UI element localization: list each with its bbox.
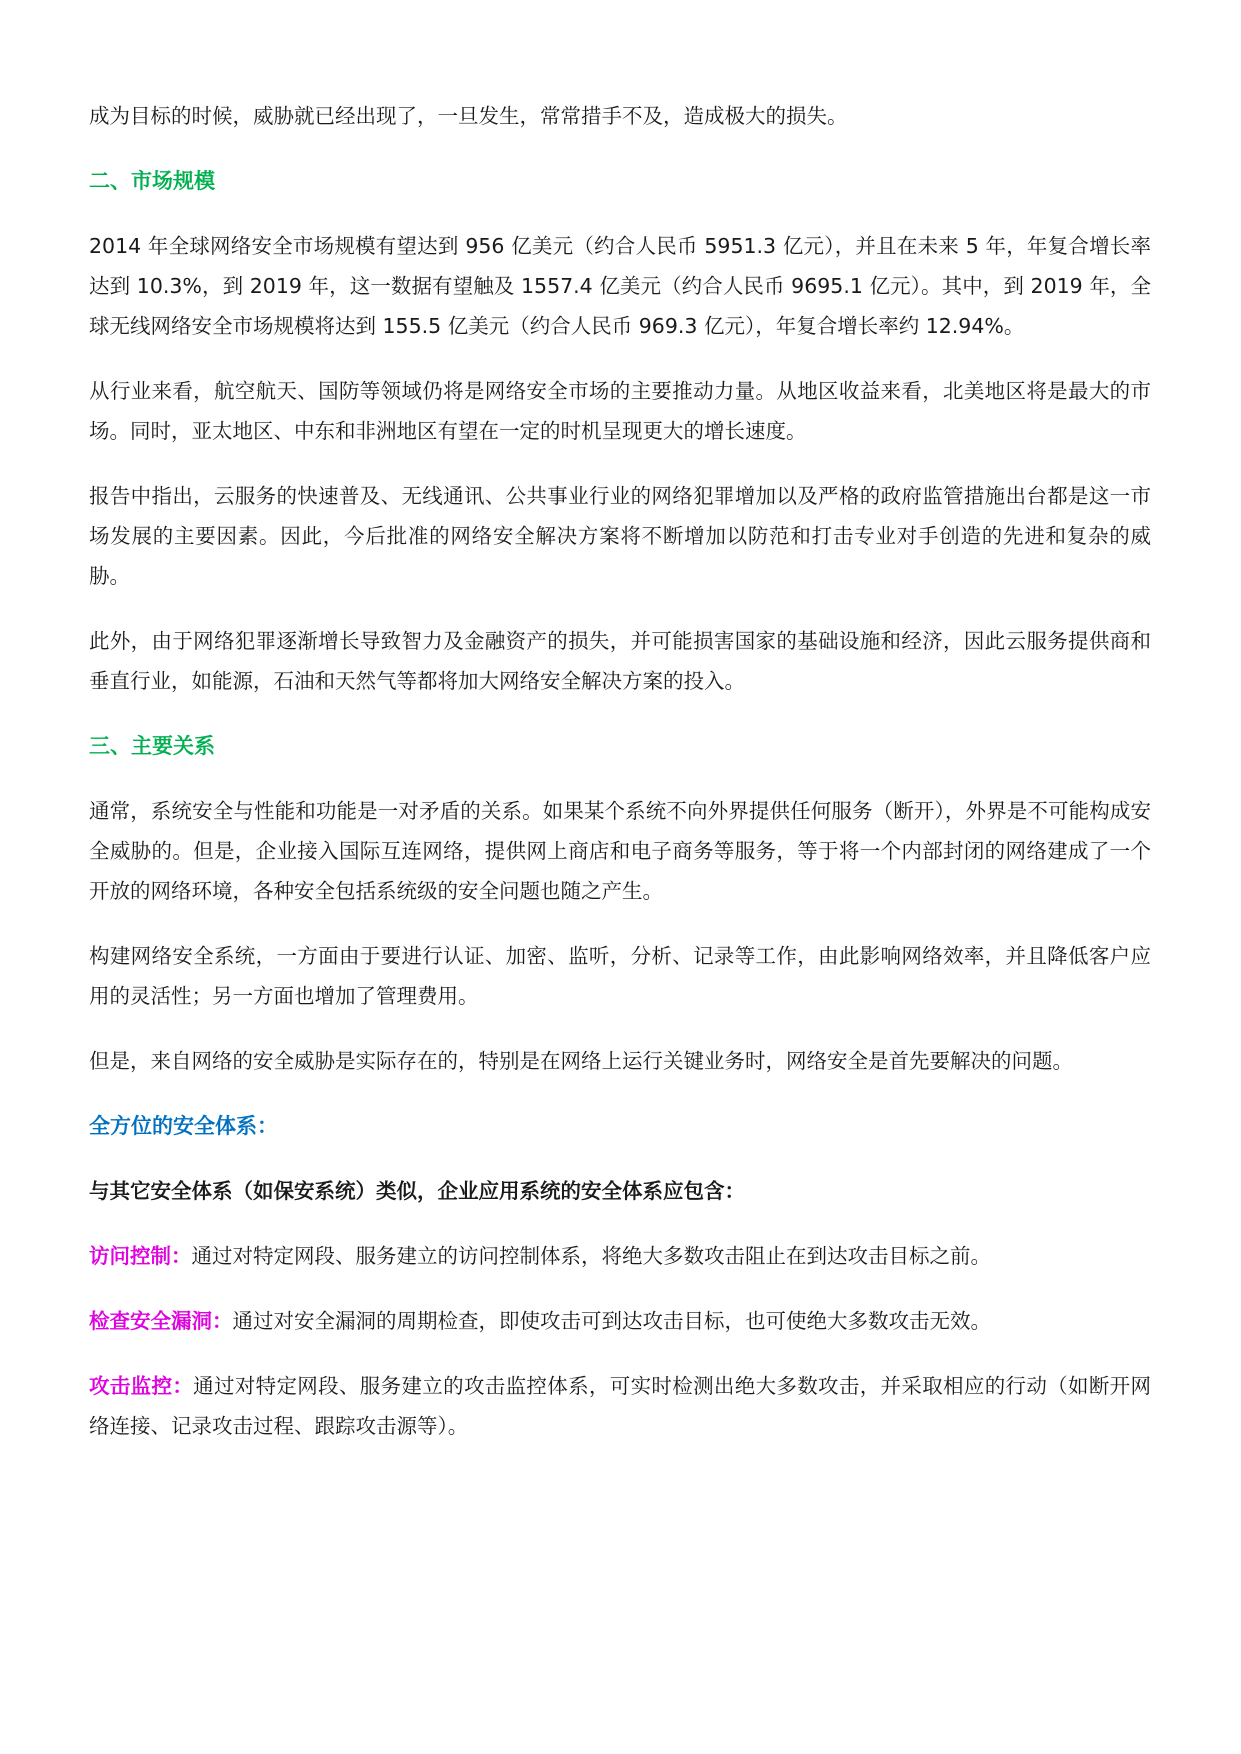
security-system-heading: 全方位的安全体系：: [89, 1114, 278, 1138]
security-item-label: 检查安全漏洞：: [89, 1309, 233, 1333]
document-page: [89, 96, 1151, 1446]
security-item-access-control: [89, 1236, 1151, 1276]
security-item-text: 通过对特定网段、服务建立的访问控制体系，将绝大多数攻击阻止在到达攻击目标之前。: [191, 1244, 991, 1268]
section-heading-market-size: 二、市场规模: [89, 169, 215, 193]
market-size-paragraph-2: 从行业来看，航空航天、国防等领域仍将是网络安全市场的主要推动力量。从地区收益来看，北美地区将是最大的市场。同时，亚太地区、中东和非洲地区有望在一定的时机呈现更大的增长速度。: [89, 379, 1151, 443]
relations-paragraph-2: 构建网络安全系统，一方面由于要进行认证、加密、监听，分析、记录等工作，由此影响网络效率，并且降低客户应用的灵活性；另一方面也增加了管理费用。: [89, 944, 1151, 1008]
section-heading-main-relations: 三、主要关系: [89, 734, 215, 758]
security-item-label: 攻击监控：: [89, 1374, 194, 1398]
security-item-text: 通过对特定网段、服务建立的攻击监控体系，可实时检测出绝大多数攻击，并采取相应的行动（如断开网络连接、记录攻击过程、跟踪攻击源等）。: [89, 1374, 1152, 1438]
security-item-vulnerability-check: [89, 1301, 1151, 1341]
market-size-paragraph-1: 2014 年全球网络安全市场规模有望达到 956 亿美元（约合人民币 5951.3 亿元），并且在未来 5 年，年复合增长率达到 10.3%，到 2019 年，这一数据有望触及 1557.4 亿美元（约合人民币 9695.1 亿元）。其中，到 2019 年，全球无线网络安全市场规模将达到 155.5 亿美元（约合人民币 969.3 亿元），年复合增长率约 12.94%。: [89, 234, 1151, 338]
security-item-label: 访问控制：: [89, 1244, 192, 1268]
security-system-intro: 与其它安全体系（如保安系统）类似，企业应用系统的安全体系应包含：: [89, 1179, 745, 1203]
relations-paragraph-1: 通常，系统安全与性能和功能是一对矛盾的关系。如果某个系统不向外界提供任何服务（断开），外界是不可能构成安全威胁的。但是，企业接入国际互连网络，提供网上商店和电子商务等服务，等于将一个内部封闭的网络建成了一个开放的网络环境，各种安全包括系统级的安全问题也随之产生。: [89, 799, 1151, 903]
security-item-attack-monitoring: [89, 1366, 1151, 1446]
market-size-paragraph-3: 报告中指出，云服务的快速普及、无线通讯、公共事业行业的网络犯罪增加以及严格的政府监管措施出台都是这一市场发展的主要因素。因此，今后批准的网络安全解决方案将不断增加以防范和打击专业对手创造的先进和复杂的威胁。: [89, 484, 1151, 588]
market-size-paragraph-4: 此外，由于网络犯罪逐渐增长导致智力及金融资产的损失，并可能损害国家的基础设施和经济，因此云服务提供商和垂直行业，如能源，石油和天然气等都将加大网络安全解决方案的投入。: [89, 629, 1151, 693]
relations-paragraph-3: 但是，来自网络的安全威胁是实际存在的，特别是在网络上运行关键业务时，网络安全是首先要解决的问题。: [89, 1049, 1073, 1073]
security-item-text: 通过对安全漏洞的周期检查，即使攻击可到达攻击目标，也可使绝大多数攻击无效。: [232, 1309, 991, 1333]
intro-paragraph: 成为目标的时候，威胁就已经出现了，一旦发生，常常措手不及，造成极大的损失。: [89, 104, 848, 128]
